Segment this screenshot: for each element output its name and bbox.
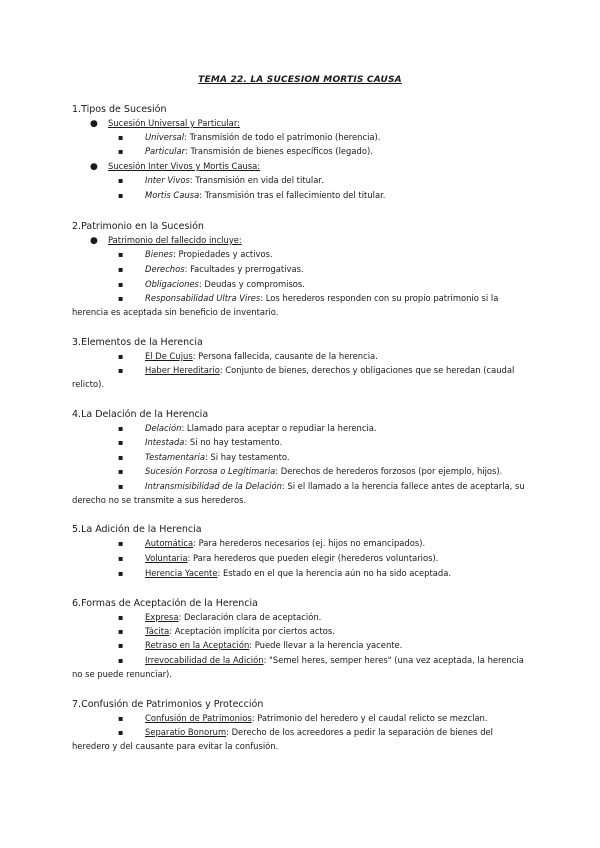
square-bullet-icon: ▪ xyxy=(118,294,124,303)
square-bullet-icon: ▪ xyxy=(118,453,124,462)
section-3-heading: 3.Elementos de la Herencia xyxy=(72,337,203,348)
square-bullet-icon: ▪ xyxy=(118,280,124,289)
square-bullet-icon: ▪ xyxy=(118,656,124,665)
section-4-item-forzosa: ▪ Sucesión Forzosa o Legítimaria: Derechos de herederos forzosos (por ejemplo, hijos). xyxy=(118,466,503,476)
section-4-item-delacion: ▪ Delación: Llamado para aceptar o repudiar la herencia. xyxy=(118,423,377,433)
section-5-item-automatica: ▪ Automática: Para herederos necesarios (ej. hijos no emancipados). xyxy=(118,538,426,548)
square-bullet-icon: ▪ xyxy=(118,554,124,563)
section-4-heading: 4.La Delación de la Herencia xyxy=(72,409,209,420)
square-bullet-icon: ▪ xyxy=(118,366,124,375)
section-2-item-ultra-vires: ▪ Responsabilidad Ultra Vires: Los herederos responden con su propio patrimonio si la xyxy=(118,293,499,303)
section-3-item-haber-hereditario: ▪ Haber Hereditario: Conjunto de bienes, derechos y obligaciones que se heredan (caudal xyxy=(118,365,515,375)
section-3-item-de-cujus: ▪ El De Cujus: Persona fallecida, causante de la herencia. xyxy=(118,351,378,361)
section-1-bullet-2: ● Sucesión Inter Vivos y Mortis Causa: xyxy=(90,161,261,172)
section-6-item-irrevocabilidad: ▪ Irrevocabilidad de la Adición: "Semel heres, semper heres" (una vez aceptada, la herencia xyxy=(118,655,524,665)
square-bullet-icon: ▪ xyxy=(118,176,124,185)
section-4-item-testamentaria: ▪ Testamentaria: Si hay testamento. xyxy=(118,452,290,462)
section-6-item-tacita: ▪ Tácita: Aceptación implícita por ciertos actos. xyxy=(118,626,335,636)
section-6-irrevocabilidad-continued: no se puede renunciar). xyxy=(72,669,172,679)
section-7-item-confusion: ▪ Confusión de Patrimonios: Patrimonio del heredero y el caudal relicto se mezclan. xyxy=(118,713,488,723)
section-3-haber-continued: relicto). xyxy=(72,379,105,389)
square-bullet-icon: ▪ xyxy=(118,438,124,447)
section-2-item-derechos: ▪ Derechos: Facultades y prerrogativas. xyxy=(118,264,304,274)
square-bullet-icon: ▪ xyxy=(118,613,124,622)
square-bullet-icon: ▪ xyxy=(118,424,124,433)
square-bullet-icon: ▪ xyxy=(118,714,124,723)
section-5-item-voluntaria: ▪ Voluntaria: Para herederos que pueden elegir (herederos voluntarios). xyxy=(118,553,439,563)
square-bullet-icon: ▪ xyxy=(118,352,124,361)
square-bullet-icon: ▪ xyxy=(118,191,124,200)
section-1-item-universal: ▪ Universal: Transmisión de todo el patrimonio (herencia). xyxy=(118,132,381,142)
square-bullet-icon: ▪ xyxy=(118,627,124,636)
section-7-item-separatio: ▪ Separatio Bonorum: Derecho de los acreedores a pedir la separación de bienes del xyxy=(118,727,493,737)
section-2-ultra-vires-continued: herencia es aceptada sin beneficio de inventario. xyxy=(72,307,279,317)
section-1-bullet-1: ● Sucesión Universal y Particular: xyxy=(90,118,240,129)
section-2-item-obligaciones: ▪ Obligaciones: Deudas y compromisos. xyxy=(118,279,305,289)
document-title: TEMA 22. LA SUCESION MORTIS CAUSA xyxy=(198,75,402,85)
section-4-item-intransmisibilidad: ▪ Intransmisibilidad de la Delación: Si el llamado a la herencia fallece antes de aceptarla, su xyxy=(118,481,525,491)
section-7-separatio-continued: heredero y del causante para evitar la confusión. xyxy=(72,741,279,751)
section-5-heading: 5.La Adición de la Herencia xyxy=(72,524,202,535)
section-4-item-intestada: ▪ Intestada: Si no hay testamento. xyxy=(118,437,283,447)
section-2-heading: 2.Patrimonio en la Sucesión xyxy=(72,221,204,232)
section-6-item-retraso: ▪ Retraso en la Aceptación: Puede llevar a la herencia yacente. xyxy=(118,640,403,650)
square-bullet-icon: ▪ xyxy=(118,250,124,259)
section-4-intransmisibilidad-continued: derecho no se transmite a sus herederos. xyxy=(72,495,247,505)
square-bullet-icon: ▪ xyxy=(118,147,124,156)
square-bullet-icon: ▪ xyxy=(118,265,124,274)
square-bullet-icon: ▪ xyxy=(118,641,124,650)
square-bullet-icon: ▪ xyxy=(118,133,124,142)
section-6-heading: 6.Formas de Aceptación de la Herencia xyxy=(72,598,258,609)
square-bullet-icon: ▪ xyxy=(118,728,124,737)
section-2-item-bienes: ▪ Bienes: Propiedades y activos. xyxy=(118,249,273,259)
square-bullet-icon: ▪ xyxy=(118,467,124,476)
bullet-icon: ● xyxy=(90,162,98,172)
section-7-heading: 7.Confusión de Patrimonios y Protección xyxy=(72,699,264,710)
section-2-bullet-1: ● Patrimonio del fallecido incluye: xyxy=(90,235,242,246)
section-1-item-particular: ▪ Particular: Transmisión de bienes específicos (legado). xyxy=(118,146,373,156)
square-bullet-icon: ▪ xyxy=(118,482,124,491)
section-1-item-mortis-causa: ▪ Mortis Causa: Transmisión tras el fallecimiento del titular. xyxy=(118,190,386,200)
section-1-item-inter-vivos: ▪ Inter Vivos: Transmisión en vida del titular. xyxy=(118,175,324,185)
bullet-icon: ● xyxy=(90,236,98,246)
section-1-heading: 1.Tipos de Sucesión xyxy=(72,104,167,115)
square-bullet-icon: ▪ xyxy=(118,539,124,548)
square-bullet-icon: ▪ xyxy=(118,569,124,578)
section-5-item-herencia-yacente: ▪ Herencia Yacente: Estado en el que la herencia aún no ha sido aceptada. xyxy=(118,568,452,578)
bullet-icon: ● xyxy=(90,119,98,129)
section-6-item-expresa: ▪ Expresa: Declaración clara de aceptación. xyxy=(118,612,322,622)
